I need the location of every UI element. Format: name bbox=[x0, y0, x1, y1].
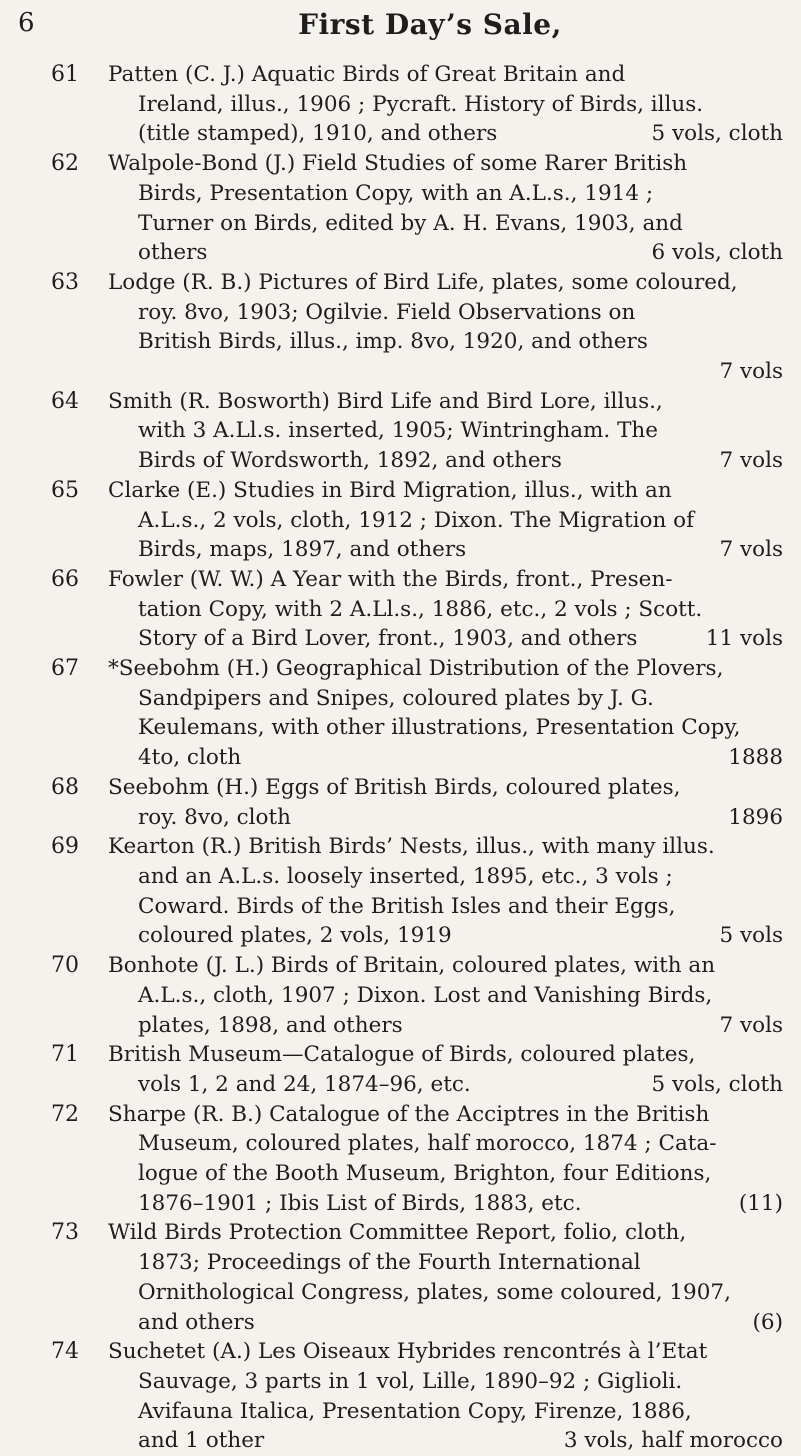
entry-line: logue of the Booth Museum, Brighton, four Editions, bbox=[138, 1161, 712, 1187]
entry-line: Sharpe (R. B.) Catalogue of the Acciptres in the British bbox=[108, 1101, 710, 1127]
entry-text: and others bbox=[138, 1309, 255, 1335]
entry-text: and 1 other bbox=[138, 1428, 265, 1454]
entry-text: plates, 1898, and others bbox=[138, 1012, 403, 1038]
entry-line: Fowler (W. W.) A Year with the Birds, front., Presen- bbox=[108, 566, 673, 592]
entry-text: Birds of Wordsworth, 1892, and others bbox=[138, 448, 562, 474]
entry-text: others bbox=[138, 240, 208, 266]
volume-count: 7 vols bbox=[719, 537, 783, 563]
lot-number: 73 bbox=[51, 1220, 79, 1246]
entry-line: Smith (R. Bosworth) Bird Life and Bird Lore, illus., bbox=[108, 388, 663, 414]
volume-count: 3 vols, half morocco bbox=[563, 1428, 783, 1454]
lot-entry bbox=[0, 149, 801, 268]
entry-line: Patten (C. J.) Aquatic Birds of Great Britain and bbox=[108, 62, 626, 87]
lot-entry bbox=[0, 387, 801, 476]
volume-count: 7 vols bbox=[719, 448, 783, 474]
entry-final-line bbox=[108, 743, 783, 773]
volume-count: 7 vols bbox=[719, 1012, 783, 1038]
entry-line: Birds, Presentation Copy, with an A.L.s., 1914 ; bbox=[138, 180, 654, 206]
lot-entry bbox=[0, 654, 801, 773]
entry-line: Lodge (R. B.) Pictures of Bird Life, plates, some coloured, bbox=[108, 269, 738, 295]
entry-final-line bbox=[108, 535, 783, 565]
volume-count: 1896 bbox=[728, 804, 783, 830]
lot-number: 63 bbox=[51, 269, 79, 295]
entry-final-line bbox=[108, 1308, 783, 1338]
entry-text: vols 1, 2 and 24, 1874–96, etc. bbox=[138, 1071, 471, 1097]
lot-number: 71 bbox=[51, 1042, 79, 1068]
entry-line: Keulemans, with other illustrations, Presentation Copy, bbox=[138, 715, 741, 741]
entry-final-line bbox=[108, 119, 783, 149]
lot-entry bbox=[0, 1218, 801, 1337]
entry-final-line bbox=[108, 1189, 783, 1219]
entry-line: Ireland, illus., 1906 ; Pycraft. History of Birds, illus. bbox=[138, 91, 704, 117]
page-number: 6 bbox=[18, 8, 35, 38]
entry-line: Bonhote (J. L.) Birds of Britain, coloured plates, with an bbox=[108, 953, 716, 979]
entry-text: (title stamped), 1910, and others bbox=[138, 121, 498, 147]
entry-line: and an A.L.s. loosely inserted, 1895, etc., 3 vols ; bbox=[138, 863, 673, 889]
entry-line: tation Copy, with 2 A.Ll.s., 1886, etc., 2 vols ; Scott. bbox=[138, 596, 703, 622]
lot-entries bbox=[0, 60, 801, 1456]
lot-entry bbox=[0, 773, 801, 832]
entry-line: Turner on Birds, edited by A. H. Evans, 1903, and bbox=[138, 210, 683, 236]
entry-final-line bbox=[108, 446, 783, 476]
volume-count: 7 vols bbox=[719, 359, 783, 385]
lot-number: 69 bbox=[51, 834, 79, 860]
volume-count: 11 vols bbox=[705, 626, 783, 652]
entry-line: Kearton (R.) British Birds’ Nests, illus., with many illus. bbox=[108, 834, 715, 860]
entry-line: roy. 8vo, 1903; Ogilvie. Field Observations on bbox=[138, 299, 636, 325]
entry-line: British Museum—Catalogue of Birds, coloured plates, bbox=[108, 1042, 696, 1068]
lot-entry bbox=[0, 268, 801, 387]
entry-final-line bbox=[108, 238, 783, 268]
lot-number: 67 bbox=[51, 656, 79, 682]
lot-number: 70 bbox=[51, 953, 79, 979]
entry-text: coloured plates, 2 vols, 1919 bbox=[138, 923, 452, 949]
entry-line: British Birds, illus., imp. 8vo, 1920, and others bbox=[138, 329, 648, 355]
entry-final-line bbox=[108, 1426, 783, 1456]
page-header bbox=[0, 8, 801, 48]
lot-number: 74 bbox=[51, 1339, 79, 1365]
entry-final-line bbox=[108, 624, 783, 654]
entry-line: Museum, coloured plates, half morocco, 1874 ; Cata- bbox=[138, 1131, 717, 1157]
entry-line: 1873; Proceedings of the Fourth International bbox=[138, 1250, 641, 1276]
entry-final-line bbox=[108, 1011, 783, 1041]
entry-text: roy. 8vo, cloth bbox=[138, 804, 291, 830]
lot-entry bbox=[0, 1040, 801, 1099]
lot-entry bbox=[0, 60, 801, 149]
entry-line: A.L.s., cloth, 1907 ; Dixon. Lost and Vanishing Birds, bbox=[138, 982, 713, 1008]
volume-count: 5 vols bbox=[719, 923, 783, 949]
entry-line: with 3 A.Ll.s. inserted, 1905; Wintringham. The bbox=[138, 418, 658, 444]
entry-line: Seebohm (H.) Eggs of British Birds, coloured plates, bbox=[108, 774, 681, 800]
lot-entry bbox=[0, 832, 801, 951]
entry-line: Sandpipers and Snipes, coloured plates by J. G. bbox=[138, 685, 654, 711]
entry-line: Coward. Birds of the British Isles and their Eggs, bbox=[138, 893, 676, 919]
entry-line: A.L.s., 2 vols, cloth, 1912 ; Dixon. The Migration of bbox=[138, 507, 695, 533]
lot-number: 68 bbox=[51, 774, 79, 800]
entry-line: Wild Birds Protection Committee Report, folio, cloth, bbox=[108, 1220, 687, 1246]
lot-number: 64 bbox=[51, 388, 79, 414]
entry-final-line bbox=[108, 921, 783, 951]
lot-number: 62 bbox=[51, 151, 79, 177]
lot-entry bbox=[0, 1100, 801, 1219]
volume-count: (11) bbox=[738, 1190, 783, 1216]
volume-count: (6) bbox=[752, 1309, 783, 1335]
volume-count: 5 vols, cloth bbox=[651, 121, 783, 147]
lot-entry bbox=[0, 951, 801, 1040]
volume-count: 6 vols, cloth bbox=[651, 240, 783, 266]
lot-entry bbox=[0, 1337, 801, 1456]
entry-text: 1876–1901 ; Ibis List of Birds, 1883, etc. bbox=[138, 1190, 582, 1216]
entry-line: Ornithological Congress, plates, some coloured, 1907, bbox=[138, 1279, 731, 1305]
entry-text: 4to, cloth bbox=[138, 745, 242, 771]
entry-line: *Seebohm (H.) Geographical Distribution of the Plovers, bbox=[108, 656, 724, 682]
entry-final-line bbox=[108, 803, 783, 833]
volume-count: 1888 bbox=[728, 745, 783, 771]
lot-entry bbox=[0, 565, 801, 654]
entry-line: Avifauna Italica, Presentation Copy, Firenze, 1886, bbox=[138, 1398, 692, 1424]
lot-entry bbox=[0, 476, 801, 565]
entry-final-line bbox=[108, 1070, 783, 1100]
entry-line: Suchetet (A.) Les Oiseaux Hybrides rencontrés à l’Etat bbox=[108, 1339, 708, 1365]
entry-line: Walpole-Bond (J.) Field Studies of some Rarer British bbox=[108, 151, 688, 177]
volume-count: 5 vols, cloth bbox=[651, 1071, 783, 1097]
entry-text: Birds, maps, 1897, and others bbox=[138, 537, 467, 563]
lot-number: 65 bbox=[51, 477, 79, 503]
entry-line: Sauvage, 3 parts in 1 vol, Lille, 1890–92 ; Giglioli. bbox=[138, 1368, 683, 1394]
lot-number: 61 bbox=[51, 62, 79, 87]
lot-number: 72 bbox=[51, 1101, 79, 1127]
lot-number: 66 bbox=[51, 566, 79, 592]
running-title: First Day’s Sale, bbox=[298, 8, 562, 41]
entry-final-line bbox=[108, 357, 783, 387]
entry-line: Clarke (E.) Studies in Bird Migration, illus., with an bbox=[108, 477, 672, 503]
entry-text: Story of a Bird Lover, front., 1903, and others bbox=[138, 626, 638, 652]
